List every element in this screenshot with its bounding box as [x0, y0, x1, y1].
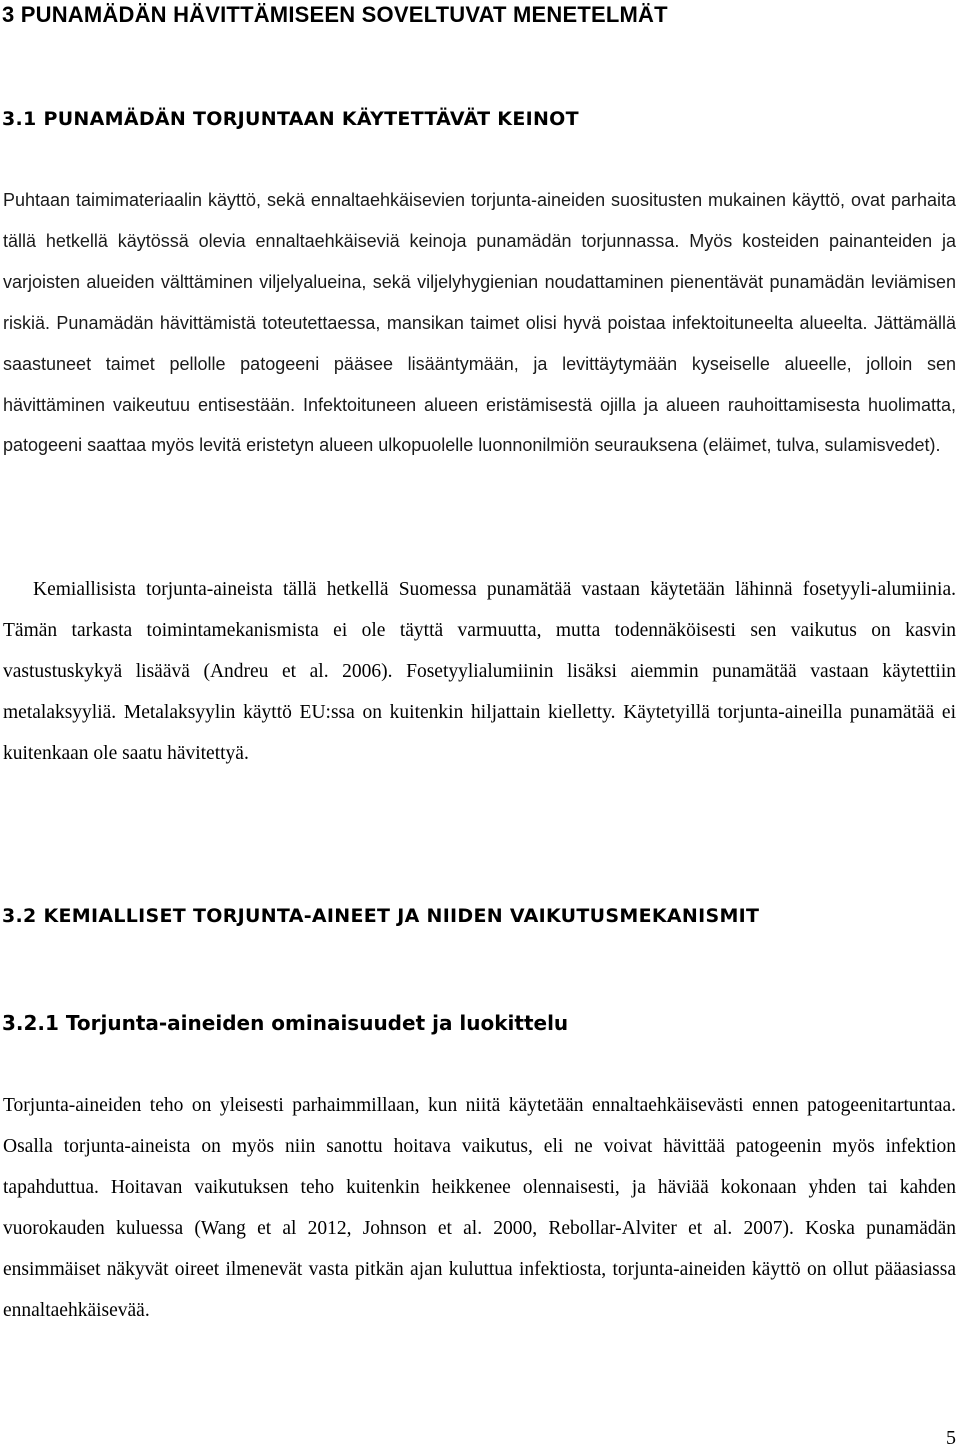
page-number: 5: [946, 1427, 956, 1449]
subsection-heading-3-2-1: 3.2.1 Torjunta-aineiden ominaisuudet ja luokittelu: [2, 1011, 569, 1035]
chapter-heading: 3 PUNAMÄDÄN HÄVITTÄMISEEN SOVELTUVAT MENETELMÄT: [2, 2, 668, 27]
paragraph-prevention-methods: Puhtaan taimimateriaalin käyttö, sekä ennaltaehkäisevien torjunta-aineiden suositusten mukainen käyttö, ovat parhaita tällä hetkellä käytössä olevia ennaltaehkäiseviä keinoja punamädän torjunnassa. Myös kosteiden painanteiden ja varjoisten alueiden välttäminen viljelyalueina, sekä viljelyhygienian noudattaminen pienentävät punamädän leviämisen riskiä. Punamädän hävittämistä toteutettaessa, mansikan taimet olisi hyvä poistaa infektoituneelta alueelta. Jättämällä saastuneet taimet pellolle patogeeni pääsee lisääntymään, ja levittäytymään kyseiselle alueelle, jolloin sen hävittäminen vaikeutuu entisestään. Infektoituneen alueen eristämisestä ojilla ja alueen rauhoittamisesta huolimatta, patogeeni saattaa myös levitä eristetyn alueen ulkopuolelle luonnonilmiön seurauksena (eläimet, tulva, sulamisvedet).: [3, 190, 956, 456]
section-heading-3-1: 3.1 PUNAMÄDÄN TORJUNTAAN KÄYTETTÄVÄT KEINOT: [2, 108, 579, 130]
paragraph-pesticide-properties: Torjunta-aineiden teho on yleisesti parhaimmillaan, kun niitä käytetään ennaltaehkäisevästi ennen patogeenitartuntaa. Osalla torjunta-aineista on myös niin sanottu hoitava vaikutus, eli ne voivat hävittää patogeenin myös infektion tapahduttua. Hoitavan vaikutuksen teho kuitenkin heikkenee olennaisesti, ja häviää kokonaan yhden tai kahden vuorokauden kuluessa (Wang et al 2012, Johnson et al. 2000, Rebollar-Alviter et al. 2007). Koska punamädän ensimmäiset näkyvät oireet ilmenevät vasta pitkän ajan kuluttua infektiosta, torjunta-aineiden käyttö on ollut pääasiassa ennaltaehkäisevää.: [3, 1095, 956, 1321]
paragraph-chemical-control: Kemiallisista torjunta-aineista tällä hetkellä Suomessa punamätää vastaan käytetään lähinnä fosetyyli-alumiinia. Tämän tarkasta toimintamekanismista ei ole täyttä varmuutta, mutta todennäköisesti sen vaikutus on kasvin vastustuskykyä lisäävä (Andreu et al. 2006). Fosetyylialumiinin lisäksi aiemmin punamätää vastaan käytettiin metalaksyyliä. Metalaksyylin käyttö EU:ssa on kuitenkin hiljattain kielletty. Käytetyillä torjunta-aineilla punamätää ei kuitenkaan ole saatu hävitettyä.: [3, 579, 956, 764]
section-heading-3-2: 3.2 KEMIALLISET TORJUNTA-AINEET JA NIIDEN VAIKUTUSMEKANISMIT: [2, 905, 760, 927]
